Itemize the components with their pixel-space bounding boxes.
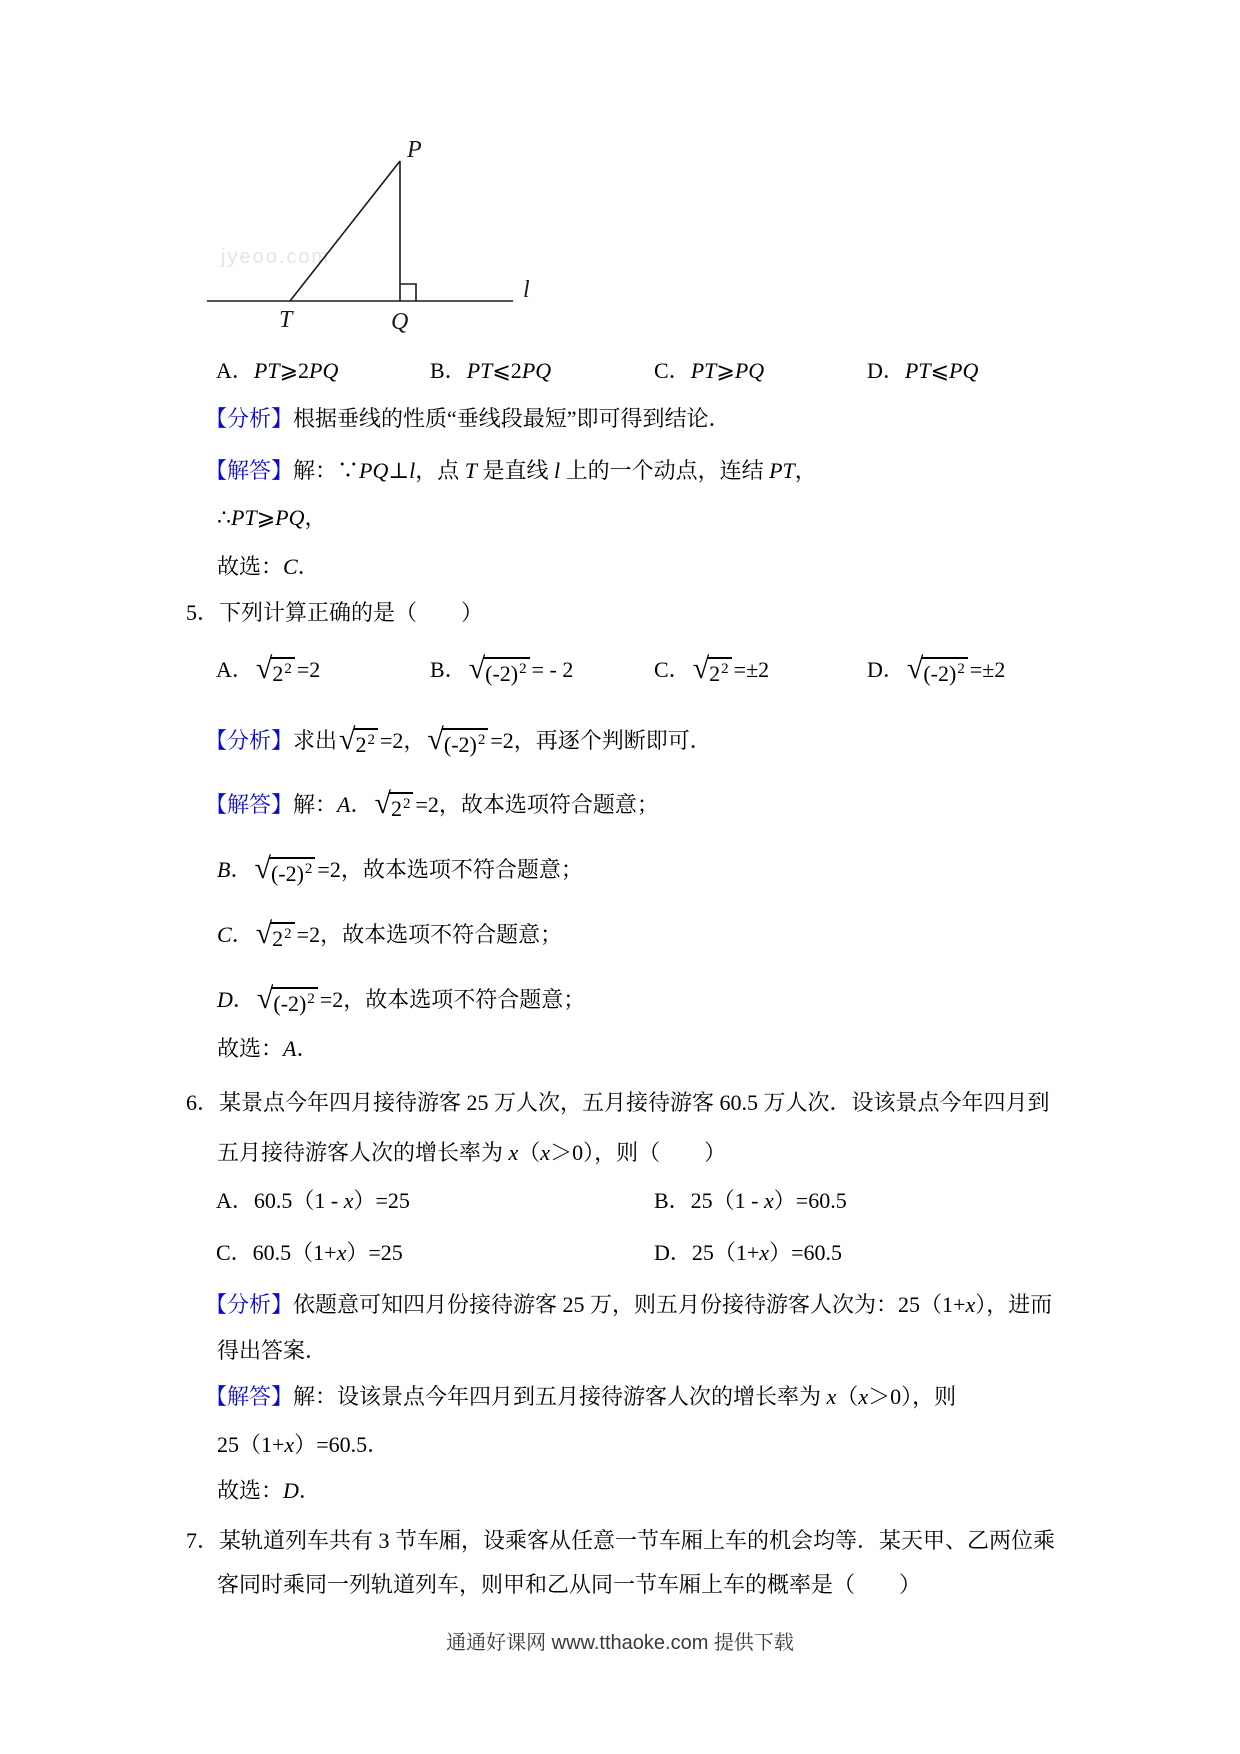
segment-pt [290, 161, 400, 301]
geometry-figure [195, 133, 545, 333]
q4-option-b: B．PT⩽2PQ [430, 358, 552, 383]
q6-conclusion: 故选：D． [217, 1478, 321, 1503]
q6-analysis-line2: 得出答案． [217, 1338, 328, 1363]
q4-option-a: A．PT⩾2PQ [216, 358, 339, 383]
footer-site-credit: 通通好课网 www.tthaoke.com 提供下载 [446, 1632, 794, 1654]
q7-stem-line1: 7．某轨道列车共有 3 节车厢，设乘客从任意一节车厢上车的机会均等．某天甲、乙两位乘 [186, 1528, 1056, 1553]
right-angle-mark [400, 284, 416, 301]
q7-stem-line2: 客同时乘同一列轨道列车，则甲和乙从同一节车厢上车的概率是（ ） [217, 1572, 922, 1597]
q4-option-c: C．PT⩾PQ [654, 358, 765, 383]
q6-analysis-line1: 【分析】依题意可知四月份接待游客 25 万，则五月份接待游客人次为：25（1+x），进而 [205, 1292, 1053, 1317]
q6-option-c: C．60.5（1+x）=25 [216, 1240, 403, 1265]
point-label-q: Q [391, 309, 409, 333]
q6-option-b: B．25（1 - x）=60.5 [654, 1188, 847, 1213]
q4-analysis: 【分析】根据垂线的性质“垂线段最短”即可得到结论． [205, 406, 731, 431]
q5-conclusion: 故选：A． [217, 1036, 319, 1061]
q6-option-d: D．25（1+x）=60.5 [654, 1240, 842, 1265]
q5-answer-a: 【解答】解：A． √ $2^2$ =2，故本选项符合题意； [205, 787, 659, 821]
q4-option-d: D．PT⩽PQ [867, 358, 979, 383]
q6-answer-line2: 25（1+x）=60.5． [217, 1432, 390, 1457]
q5-answer-c: C． √ $2^2$ =2，故本选项不符合题意； [217, 917, 563, 951]
q5-stem: 5．下列计算正确的是（ ） [186, 600, 484, 625]
watermark-text: jyeoo.com [221, 246, 331, 268]
q5-option-d: D． √ $(-2)^2$ =±2 [867, 652, 1006, 686]
q5-option-a: A． √ $2^2$ =2 [216, 652, 321, 686]
q4-answer-line1: 【解答】解：∵PQ⊥l，点 T 是直线 l 上的一个动点，连结 PT， [205, 458, 817, 483]
q5-answer-b: B． √ $(-2)^2$ =2，故本选项不符合题意； [217, 852, 583, 886]
q5-option-c: C． √ $2^2$ =±2 [654, 652, 770, 686]
q6-stem-line1: 6．某景点今年四月接待游客 25 万人次，五月接待游客 60.5 万人次．设该景点今年四月到 [186, 1090, 1050, 1115]
point-label-p: P [407, 137, 422, 163]
q5-option-b: B． √ $(-2)^2$ = - 2 [430, 652, 574, 686]
q6-option-a: A．60.5（1 - x）=25 [216, 1188, 410, 1213]
q4-answer-line2: ∴PT⩾PQ， [217, 505, 327, 530]
q5-answer-d: D． √ $(-2)^2$ =2，故本选项不符合题意； [217, 982, 586, 1016]
q5-analysis: 【分析】求出 √ $2^2$ =2， √ $(-2)^2$ =2，再逐个判断即可． [205, 723, 712, 757]
q6-answer-line1: 【解答】解：设该景点今年四月到五月接待游客人次的增长率为 x（x＞0），则 [205, 1384, 957, 1409]
line-label-l: l [523, 277, 530, 303]
point-label-t: T [279, 307, 293, 333]
q4-conclusion: 故选：C． [217, 554, 320, 579]
q6-stem-line2: 五月接待游客人次的增长率为 x（x＞0），则（ ） [217, 1140, 727, 1165]
